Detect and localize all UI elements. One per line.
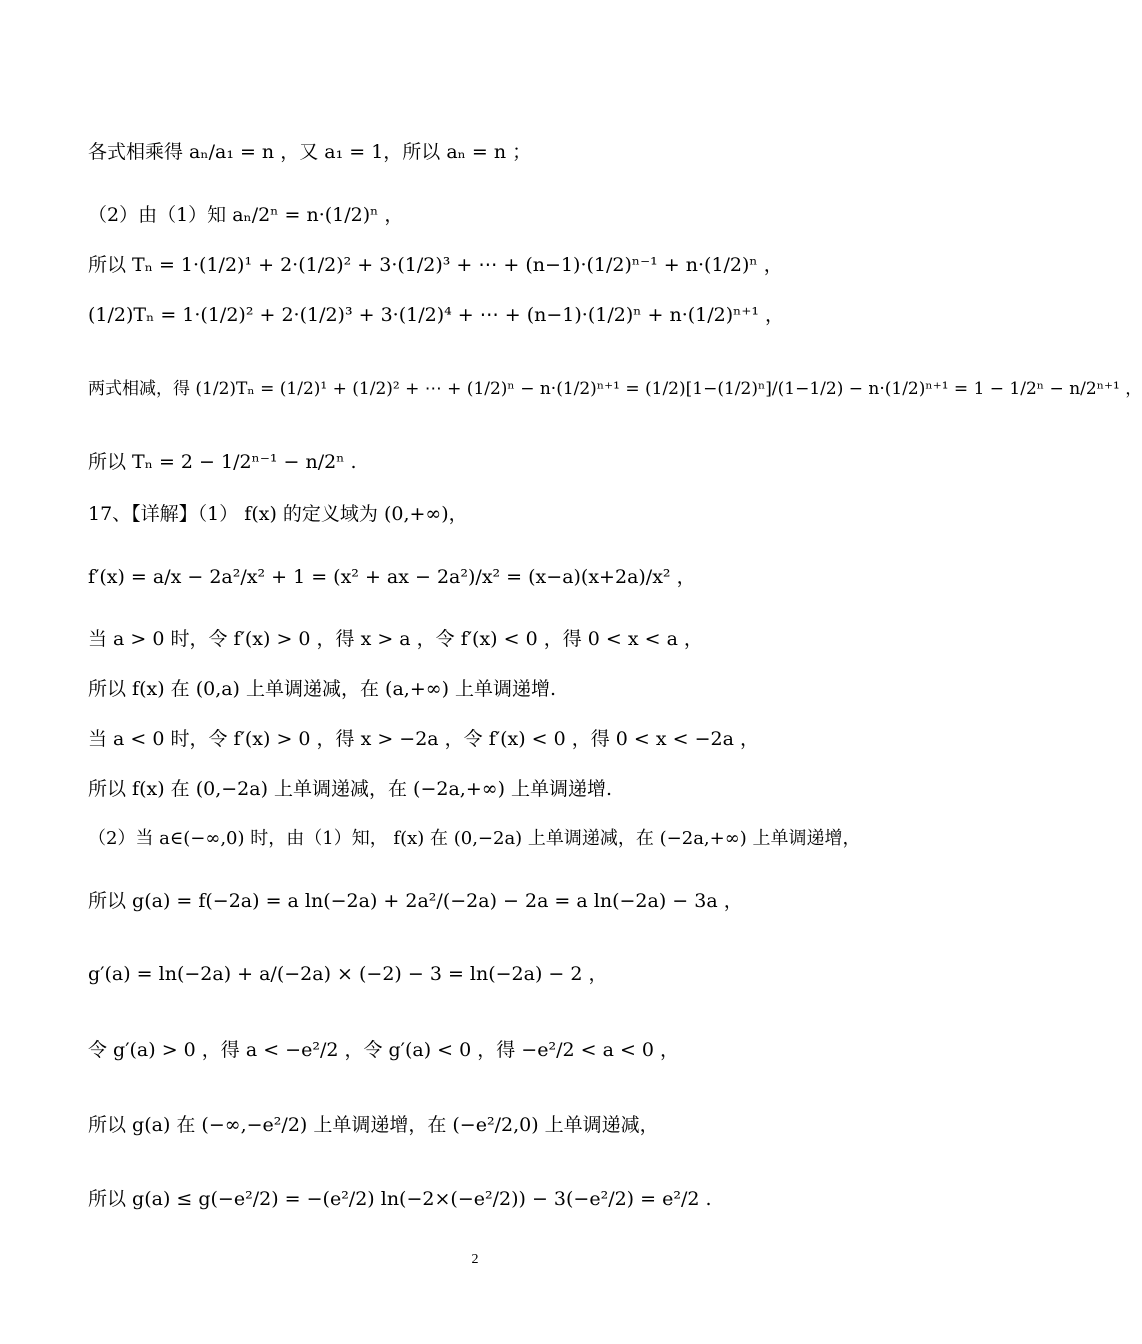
line-3: 所以 Tₙ = 1·(1/2)¹ + 2·(1/2)² + 3·(1/2)³ + ⋯ + (n−1)·(1/2)ⁿ⁻¹ + n·(1/2)ⁿ ， bbox=[88, 254, 783, 276]
line-11: 当 a < 0 时，令 f′(x) > 0 ，得 x > −2a ，令 f′(x) < 0 ，得 0 < x < −2a ， bbox=[88, 728, 759, 750]
line-1: 各式相乘得 aₙ/a₁ = n ，又 a₁ = 1，所以 aₙ = n ； bbox=[88, 141, 532, 163]
line-10: 所以 f(x) 在 (0,a) 上单调递减，在 (a,+∞) 上单调递增. bbox=[88, 678, 557, 700]
line-16: 令 g′(a) > 0 ，得 a < −e²/2 ，令 g′(a) < 0 ，得 −e²/2 < a < 0 ， bbox=[88, 1039, 680, 1061]
page-number: 2 bbox=[471, 1252, 479, 1267]
line-17: 所以 g(a) 在 (−∞,−e²/2) 上单调递增，在 (−e²/2,0) 上单调递减， bbox=[88, 1114, 659, 1136]
line-8: f′(x) = a/x − 2a²/x² + 1 = (x² + ax − 2a²)/x² = (x−a)(x+2a)/x² ， bbox=[88, 566, 696, 588]
line-4: (1/2)Tₙ = 1·(1/2)² + 2·(1/2)³ + 3·(1/2)⁴ + ⋯ + (n−1)·(1/2)ⁿ + n·(1/2)ⁿ⁺¹ ， bbox=[88, 304, 785, 326]
line-2: （2）由（1）知 aₙ/2ⁿ = n·(1/2)ⁿ ， bbox=[88, 204, 404, 226]
line-13: （2）当 a∈(−∞,0) 时，由（1）知， f(x) 在 (0,−2a) 上单调递减，在 (−2a,+∞) 上单调递增， bbox=[88, 828, 861, 849]
line-9: 当 a > 0 时，令 f′(x) > 0 ，得 x > a ，令 f′(x) < 0 ，得 0 < x < a ， bbox=[88, 628, 703, 650]
line-12: 所以 f(x) 在 (0,−2a) 上单调递减，在 (−2a,+∞) 上单调递增. bbox=[88, 778, 613, 800]
line-15: g′(a) = ln(−2a) + a/(−2a) × (−2) − 3 = ln(−2a) − 2 ， bbox=[88, 963, 608, 985]
line-14: 所以 g(a) = f(−2a) = a ln(−2a) + 2a²/(−2a) − 2a = a ln(−2a) − 3a ， bbox=[88, 890, 743, 912]
line-5: 两式相减，得 (1/2)Tₙ = (1/2)¹ + (1/2)² + ⋯ + (1/2)ⁿ − n·(1/2)ⁿ⁺¹ = (1/2)[1−(1/2)ⁿ]/(1−1/2) − n·(1/2)ⁿ⁺¹ = 1 − 1/2ⁿ − n/2ⁿ⁺¹ ， bbox=[88, 379, 1142, 399]
line-6: 所以 Tₙ = 2 − 1/2ⁿ⁻¹ − n/2ⁿ . bbox=[88, 451, 357, 473]
line-7: 17、【详解】（1） f(x) 的定义域为 (0,+∞)， bbox=[88, 503, 468, 525]
line-18: 所以 g(a) ≤ g(−e²/2) = −(e²/2) ln(−2×(−e²/2)) − 3(−e²/2) = e²/2 . bbox=[88, 1188, 712, 1210]
